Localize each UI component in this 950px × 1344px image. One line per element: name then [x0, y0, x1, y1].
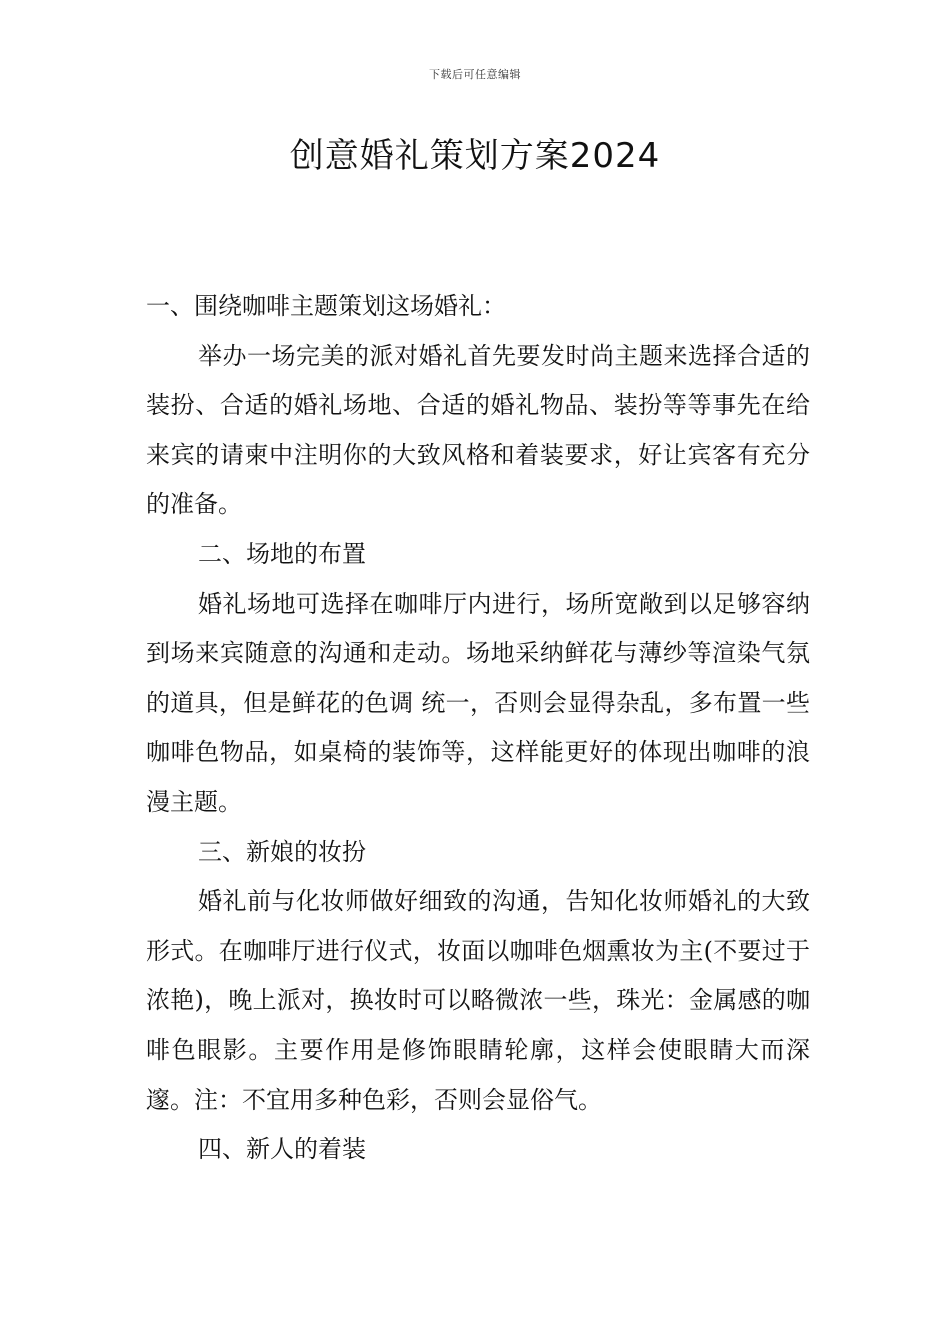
section-heading-1: 一、围绕咖啡主题策划这场婚礼：: [146, 292, 506, 320]
paragraph-makeup: 婚礼前与化妆师做好细致的沟通，告知化妆师婚礼的大致形式。在咖啡厅进行仪式，妆面以咖啡色烟熏妆为主(不要过于浓艳)，晚上派对，换妆时可以略微浓一些，珠光：金属感的咖啡色眼影。主要作用是修饰眼睛轮廓，这样会使眼睛大而深邃。注：不宜用多种色彩，否则会显俗气。: [146, 887, 810, 1114]
section-heading-3: 三、新娘的妆扮: [198, 837, 366, 866]
document-body: [146, 282, 810, 1175]
page-header-note: 下载后可任意编辑: [429, 68, 521, 81]
paragraph-theme: 举办一场完美的派对婚礼首先要发时尚主题来选择合适的装扮、合适的婚礼场地、合适的婚礼物品、装扮等等事先在给来宾的请柬中注明你的大致风格和着装要求，好让宾客有充分的准备。: [146, 341, 810, 519]
document-title: 创意婚礼策划方案2024: [289, 136, 661, 176]
paragraph-venue: 婚礼场地可选择在咖啡厅内进行，场所宽敞到以足够容纳到场来宾随意的沟通和走动。场地采纳鲜花与薄纱等渲染气氛的道具，但是鲜花的色调 统一，否则会显得杂乱，多布置一些咖啡色物品，如桌椅的装饰等，这样能更好的体现出咖啡的浪漫主题。: [146, 589, 810, 816]
section-heading-2: 二、场地的布置: [198, 539, 366, 568]
section-heading-4: 四、新人的着装: [198, 1135, 366, 1164]
